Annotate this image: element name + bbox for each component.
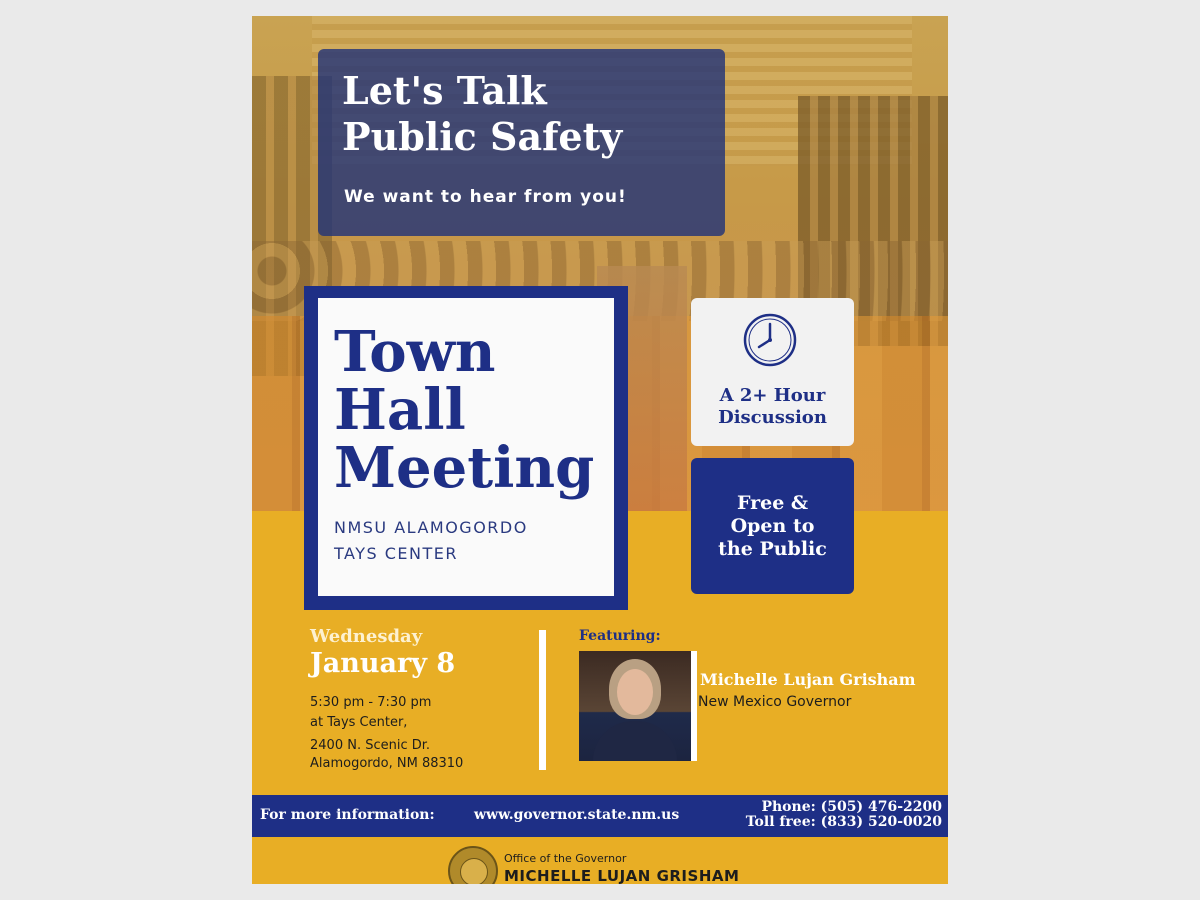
- portrait-border: [691, 651, 697, 761]
- speaker-role: New Mexico Governor: [698, 694, 852, 710]
- speaker-portrait: [579, 651, 691, 761]
- info-label: For more information:: [260, 807, 435, 823]
- clock-icon: [742, 312, 798, 368]
- event-location: at Tays Center,: [310, 715, 408, 730]
- event-address-line-2: Alamogordo, NM 88310: [310, 756, 464, 771]
- event-card: [304, 286, 628, 610]
- event-title-line-3: Meeting: [334, 435, 595, 501]
- featuring-label: Featuring:: [579, 628, 661, 644]
- event-card-inner: [318, 298, 614, 596]
- duration-line-2: Discussion: [718, 407, 827, 428]
- access-line-2: Open to: [730, 515, 815, 537]
- divider: [539, 630, 546, 770]
- event-day: Wednesday: [310, 626, 423, 647]
- event-time: 5:30 pm - 7:30 pm: [310, 695, 432, 710]
- venue-line-2: TAYS CENTER: [334, 544, 458, 563]
- title-box: [318, 49, 725, 236]
- event-date: January 8: [310, 648, 456, 679]
- info-phone: Phone: (505) 476-2200: [761, 799, 942, 815]
- title-line-2: Public Safety: [342, 114, 623, 159]
- office-label: Office of the Governor: [504, 852, 627, 865]
- info-bar: [252, 795, 948, 837]
- access-line-3: the Public: [718, 538, 827, 560]
- event-title-line-2: Hall: [334, 377, 466, 443]
- info-url[interactable]: www.governor.state.nm.us: [474, 807, 680, 823]
- subtitle: We want to hear from you!: [344, 187, 627, 207]
- speaker-name: Michelle Lujan Grisham: [700, 670, 916, 689]
- venue-line-1: NMSU ALAMOGORDO: [334, 518, 528, 537]
- flyer: [252, 16, 948, 884]
- office-name: MICHELLE LUJAN GRISHAM: [504, 867, 740, 884]
- title-line-1: Let's Talk: [342, 68, 547, 113]
- info-toll-free: Toll free: (833) 520-0020: [745, 814, 942, 830]
- event-address-line-1: 2400 N. Scenic Dr.: [310, 738, 431, 753]
- access-box: [691, 458, 854, 594]
- state-seal-icon: [448, 846, 498, 884]
- duration-line-1: A 2+ Hour: [719, 385, 826, 406]
- access-line-1: Free &: [736, 492, 809, 514]
- event-title-line-1: Town: [334, 319, 496, 385]
- duration-box: [691, 298, 854, 446]
